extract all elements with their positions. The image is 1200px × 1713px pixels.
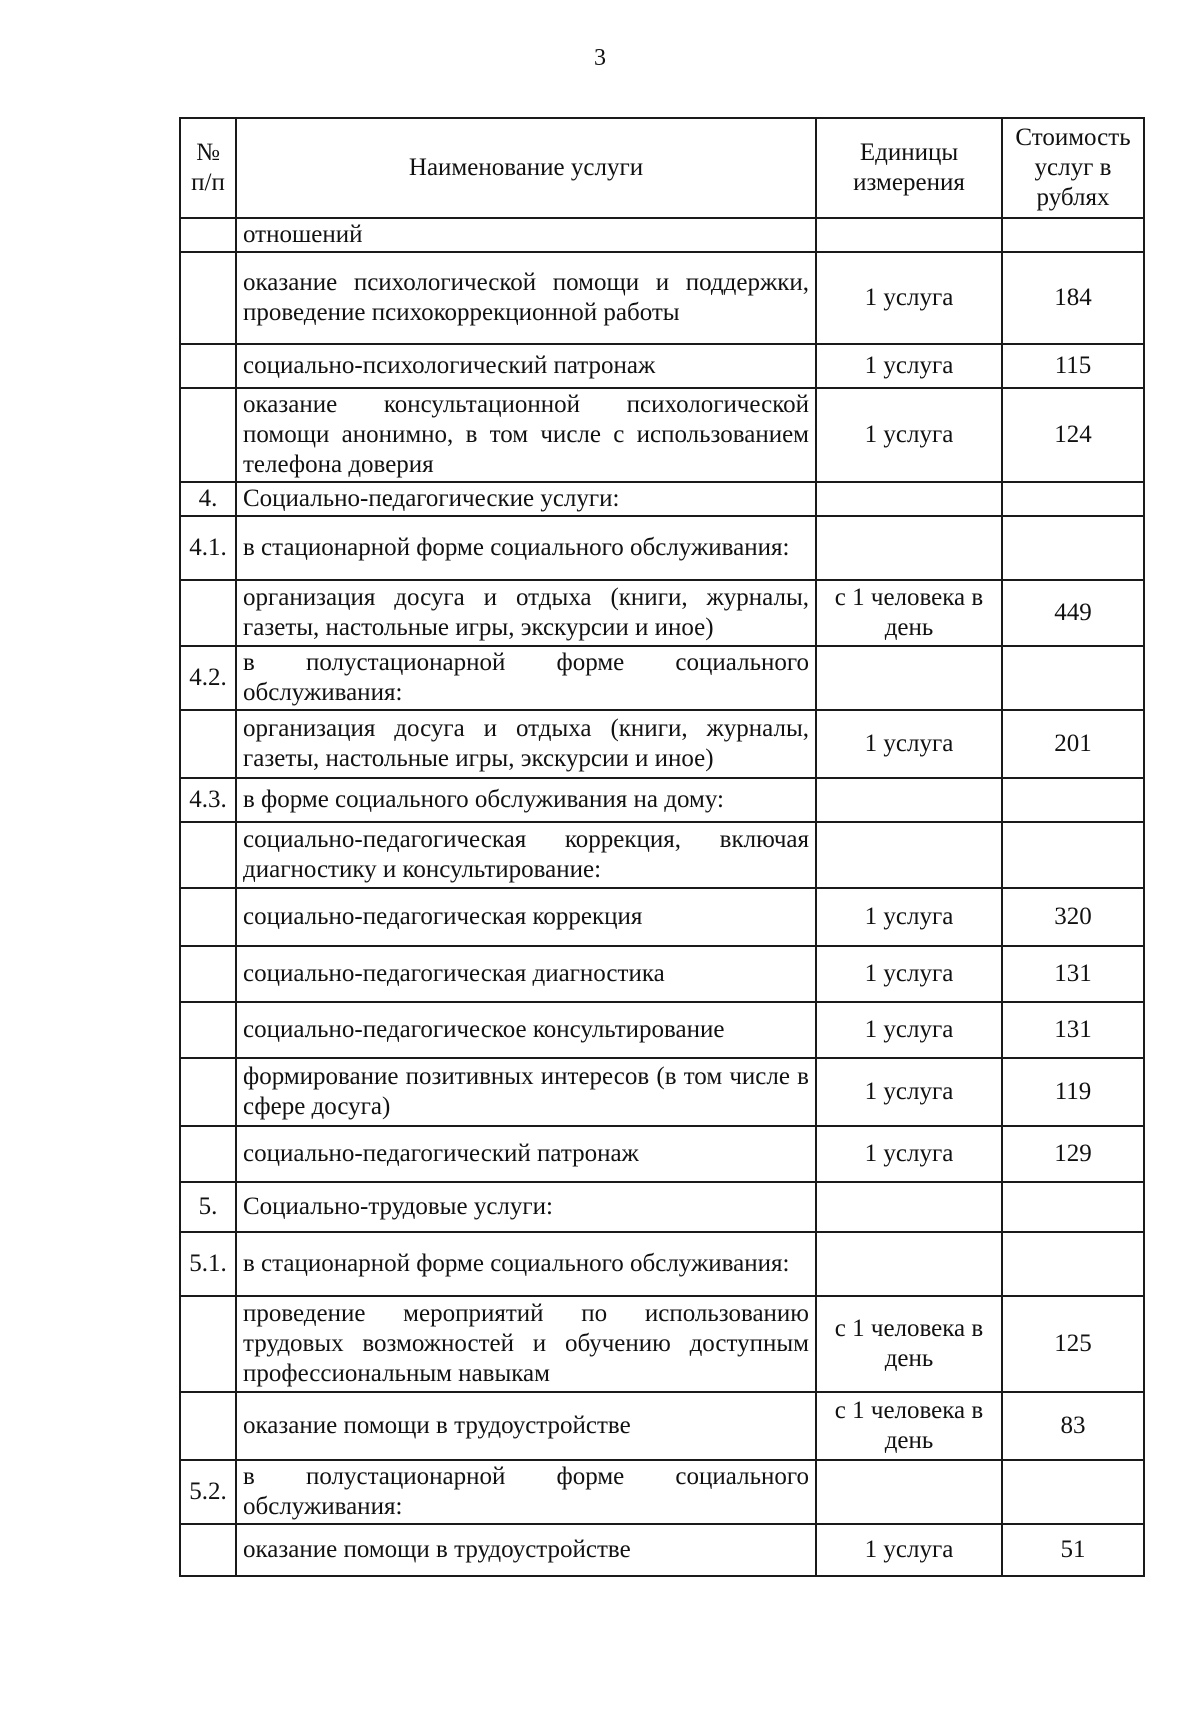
page-number: 3 [594,45,606,71]
table-row [180,710,1144,778]
service-name: в форме социального обслуживания на дому: [236,778,816,822]
header-service-name: Наименование услуги [236,118,816,218]
unit: с 1 человека в день [816,1392,1002,1460]
unit [816,218,1002,252]
row-number [180,1392,236,1460]
price: 115 [1002,344,1144,388]
service-name: социально-педагогическая диагностика [236,946,816,1002]
unit: с 1 человека в день [816,1296,1002,1392]
price [1002,218,1144,252]
row-number: 4.3. [180,778,236,822]
price: 129 [1002,1126,1144,1182]
row-number [180,218,236,252]
unit [816,646,1002,710]
price: 124 [1002,388,1144,482]
table-header [180,118,1144,218]
price: 201 [1002,710,1144,778]
table-row [180,482,1144,516]
header-unit: Единицы измерения [816,118,1002,218]
price: 83 [1002,1392,1144,1460]
unit [816,1182,1002,1232]
table-row [180,388,1144,482]
price: 449 [1002,580,1144,646]
table-row [180,1296,1144,1392]
unit: с 1 человека в день [816,580,1002,646]
service-name: в стационарной форме социального обслуживания: [236,1232,816,1296]
unit: 1 услуга [816,1058,1002,1126]
table-row [180,822,1144,888]
price [1002,1232,1144,1296]
table-row [180,1126,1144,1182]
row-number: 5.2. [180,1460,236,1524]
service-name: социально-педагогическая коррекция [236,888,816,946]
row-number: 4.2. [180,646,236,710]
row-number [180,1002,236,1058]
services-price-table [179,117,1145,1577]
service-name: оказание психологической помощи и поддержки, проведение психокоррекционной работы [236,252,816,344]
table-row [180,1182,1144,1232]
unit [816,516,1002,580]
row-number: 5. [180,1182,236,1232]
table-row [180,344,1144,388]
price: 131 [1002,1002,1144,1058]
unit: 1 услуга [816,888,1002,946]
table-body [180,218,1144,1576]
service-name: формирование позитивных интересов (в том числе в сфере досуга) [236,1058,816,1126]
unit [816,778,1002,822]
row-number [180,710,236,778]
table-row [180,946,1144,1002]
unit [816,482,1002,516]
price [1002,1460,1144,1524]
table-row [180,252,1144,344]
unit: 1 услуга [816,388,1002,482]
price: 131 [1002,946,1144,1002]
row-number [180,1058,236,1126]
header-row [180,118,1144,218]
price [1002,482,1144,516]
unit: 1 услуга [816,946,1002,1002]
service-name: Социально-трудовые услуги: [236,1182,816,1232]
service-name: социально-психологический патронаж [236,344,816,388]
service-name: в стационарной форме социального обслуживания: [236,516,816,580]
row-number [180,344,236,388]
unit: 1 услуга [816,344,1002,388]
service-name: в полустационарной форме социального обслуживания: [236,1460,816,1524]
table-row [180,1002,1144,1058]
unit [816,1232,1002,1296]
header-price: Стоимость услуг в рублях [1002,118,1144,218]
table-row [180,1460,1144,1524]
table-row [180,778,1144,822]
row-number: 4.1. [180,516,236,580]
service-name: оказание консультационной психологической помощи анонимно, в том числе с использованием телефона доверия [236,388,816,482]
unit: 1 услуга [816,1002,1002,1058]
unit: 1 услуга [816,1126,1002,1182]
row-number [180,1296,236,1392]
price: 51 [1002,1524,1144,1576]
unit [816,822,1002,888]
table-row [180,646,1144,710]
table-row [180,218,1144,252]
service-name: социально-педагогический патронаж [236,1126,816,1182]
row-number [180,1524,236,1576]
row-number [180,888,236,946]
row-number [180,252,236,344]
row-number [180,388,236,482]
service-name: социально-педагогическая коррекция, включая диагностику и консультирование: [236,822,816,888]
price [1002,646,1144,710]
price [1002,778,1144,822]
unit [816,1460,1002,1524]
service-name: проведение мероприятий по использованию трудовых возможностей и обучению доступным профессиональным навыкам [236,1296,816,1392]
unit: 1 услуга [816,252,1002,344]
table-row [180,888,1144,946]
service-name: социально-педагогическое консультирование [236,1002,816,1058]
row-number [180,1126,236,1182]
row-number: 4. [180,482,236,516]
price: 320 [1002,888,1144,946]
table-row [180,516,1144,580]
price: 184 [1002,252,1144,344]
service-name: Социально-педагогические услуги: [236,482,816,516]
service-name: организация досуга и отдыха (книги, журналы, газеты, настольные игры, экскурсии и иное) [236,710,816,778]
price [1002,516,1144,580]
row-number [180,822,236,888]
table-row [180,1524,1144,1576]
price: 125 [1002,1296,1144,1392]
price: 119 [1002,1058,1144,1126]
table-row [180,1232,1144,1296]
table-row [180,1058,1144,1126]
service-name: оказание помощи в трудоустройстве [236,1392,816,1460]
price [1002,822,1144,888]
row-number [180,580,236,646]
service-name: организация досуга и отдыха (книги, журналы, газеты, настольные игры, экскурсии и иное) [236,580,816,646]
service-name: отношений [236,218,816,252]
service-name: в полустационарной форме социального обслуживания: [236,646,816,710]
price [1002,1182,1144,1232]
table-row [180,580,1144,646]
unit: 1 услуга [816,710,1002,778]
unit: 1 услуга [816,1524,1002,1576]
row-number [180,946,236,1002]
service-name: оказание помощи в трудоустройстве [236,1524,816,1576]
header-number: № п/п [180,118,236,218]
table-row [180,1392,1144,1460]
row-number: 5.1. [180,1232,236,1296]
